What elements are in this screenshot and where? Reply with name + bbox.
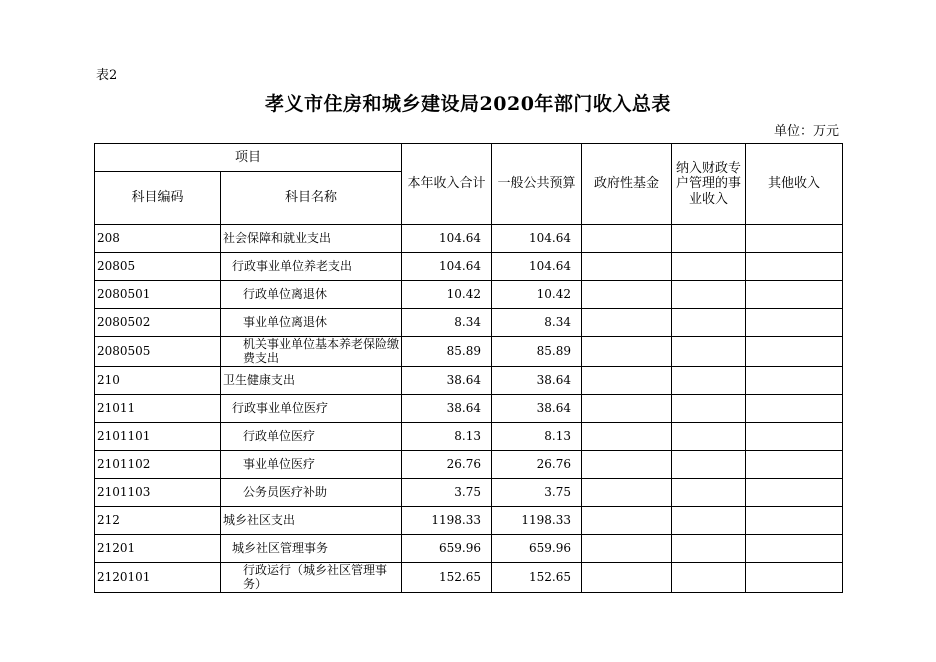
cell-total: 104.64 <box>402 253 492 281</box>
cell-special-mgmt <box>672 506 746 534</box>
cell-code: 2080502 <box>95 309 221 337</box>
cell-name: 城乡社区支出 <box>221 506 402 534</box>
cell-name: 行政单位医疗 <box>221 422 402 450</box>
cell-general-budget: 26.76 <box>492 450 582 478</box>
cell-name: 公务员医疗补助 <box>221 478 402 506</box>
cell-other <box>746 478 843 506</box>
table-row <box>95 394 843 422</box>
cell-general-budget: 8.34 <box>492 309 582 337</box>
table-row <box>95 253 843 281</box>
cell-other <box>746 562 843 592</box>
table-row <box>95 562 843 592</box>
cell-code: 2101101 <box>95 422 221 450</box>
cell-code: 21201 <box>95 534 221 562</box>
cell-name: 行政事业单位养老支出 <box>221 253 402 281</box>
cell-other <box>746 422 843 450</box>
cell-other <box>746 366 843 394</box>
table-row <box>95 281 843 309</box>
table-row <box>95 225 843 253</box>
cell-code: 2101103 <box>95 478 221 506</box>
cell-code: 2120101 <box>95 562 221 592</box>
cell-other <box>746 450 843 478</box>
cell-code: 2080501 <box>95 281 221 309</box>
cell-total: 85.89 <box>402 337 492 367</box>
cell-total: 10.42 <box>402 281 492 309</box>
cell-general-budget: 38.64 <box>492 366 582 394</box>
cell-code: 212 <box>95 506 221 534</box>
cell-gov-fund <box>582 337 672 367</box>
cell-general-budget: 1198.33 <box>492 506 582 534</box>
cell-total: 3.75 <box>402 478 492 506</box>
cell-special-mgmt <box>672 253 746 281</box>
cell-general-budget: 10.42 <box>492 281 582 309</box>
sheet-label: 表2 <box>96 68 118 83</box>
cell-gov-fund <box>582 450 672 478</box>
cell-name: 事业单位医疗 <box>221 450 402 478</box>
cell-special-mgmt <box>672 562 746 592</box>
header-gov-fund: 政府性基金 <box>582 144 672 225</box>
cell-special-mgmt <box>672 534 746 562</box>
header-code: 科目编码 <box>95 172 221 225</box>
cell-special-mgmt <box>672 394 746 422</box>
cell-total: 8.34 <box>402 309 492 337</box>
table-row <box>95 534 843 562</box>
cell-gov-fund <box>582 422 672 450</box>
cell-special-mgmt <box>672 422 746 450</box>
header-total: 本年收入合计 <box>402 144 492 225</box>
cell-other <box>746 506 843 534</box>
cell-other <box>746 534 843 562</box>
table-row <box>95 366 843 394</box>
cell-code: 210 <box>95 366 221 394</box>
cell-code: 2101102 <box>95 450 221 478</box>
cell-code: 21011 <box>95 394 221 422</box>
cell-special-mgmt <box>672 225 746 253</box>
table-row <box>95 337 843 367</box>
cell-special-mgmt <box>672 337 746 367</box>
cell-gov-fund <box>582 478 672 506</box>
page-title: 孝义市住房和城乡建设局2020年部门收入总表 <box>265 93 671 115</box>
cell-gov-fund <box>582 562 672 592</box>
cell-other <box>746 394 843 422</box>
cell-general-budget: 8.13 <box>492 422 582 450</box>
header-other: 其他收入 <box>746 144 843 225</box>
table-row <box>95 478 843 506</box>
cell-total: 8.13 <box>402 422 492 450</box>
cell-total: 38.64 <box>402 394 492 422</box>
cell-other <box>746 225 843 253</box>
income-table <box>94 143 843 593</box>
cell-gov-fund <box>582 394 672 422</box>
cell-code: 20805 <box>95 253 221 281</box>
cell-total: 659.96 <box>402 534 492 562</box>
cell-code: 2080505 <box>95 337 221 367</box>
cell-gov-fund <box>582 366 672 394</box>
cell-general-budget: 38.64 <box>492 394 582 422</box>
cell-other <box>746 281 843 309</box>
cell-name: 城乡社区管理事务 <box>221 534 402 562</box>
cell-general-budget: 104.64 <box>492 225 582 253</box>
cell-special-mgmt <box>672 450 746 478</box>
cell-special-mgmt <box>672 309 746 337</box>
cell-other <box>746 253 843 281</box>
cell-name: 卫生健康支出 <box>221 366 402 394</box>
cell-gov-fund <box>582 534 672 562</box>
cell-name: 机关事业单位基本养老保险缴费支出 <box>221 337 402 367</box>
header-general-budget: 一般公共预算 <box>492 144 582 225</box>
cell-total: 38.64 <box>402 366 492 394</box>
cell-gov-fund <box>582 506 672 534</box>
cell-general-budget: 3.75 <box>492 478 582 506</box>
cell-general-budget: 152.65 <box>492 562 582 592</box>
cell-name: 行政运行（城乡社区管理事务） <box>221 562 402 592</box>
cell-special-mgmt <box>672 281 746 309</box>
cell-general-budget: 659.96 <box>492 534 582 562</box>
cell-special-mgmt <box>672 366 746 394</box>
cell-total: 26.76 <box>402 450 492 478</box>
cell-name: 事业单位离退休 <box>221 309 402 337</box>
table-row <box>95 422 843 450</box>
cell-name: 社会保障和就业支出 <box>221 225 402 253</box>
header-name: 科目名称 <box>221 172 402 225</box>
cell-name: 行政单位离退休 <box>221 281 402 309</box>
cell-gov-fund <box>582 253 672 281</box>
unit-label: 单位：万元 <box>773 124 839 139</box>
cell-special-mgmt <box>672 478 746 506</box>
cell-total: 1198.33 <box>402 506 492 534</box>
cell-total: 152.65 <box>402 562 492 592</box>
table-row <box>95 309 843 337</box>
header-special-mgmt: 纳入财政专户管理的事业收入 <box>672 144 746 225</box>
cell-code: 208 <box>95 225 221 253</box>
table-row <box>95 506 843 534</box>
cell-gov-fund <box>582 309 672 337</box>
cell-other <box>746 309 843 337</box>
cell-general-budget: 104.64 <box>492 253 582 281</box>
table-row <box>95 450 843 478</box>
cell-other <box>746 337 843 367</box>
header-project: 项目 <box>95 144 402 172</box>
cell-gov-fund <box>582 225 672 253</box>
cell-name: 行政事业单位医疗 <box>221 394 402 422</box>
cell-total: 104.64 <box>402 225 492 253</box>
cell-gov-fund <box>582 281 672 309</box>
cell-general-budget: 85.89 <box>492 337 582 367</box>
